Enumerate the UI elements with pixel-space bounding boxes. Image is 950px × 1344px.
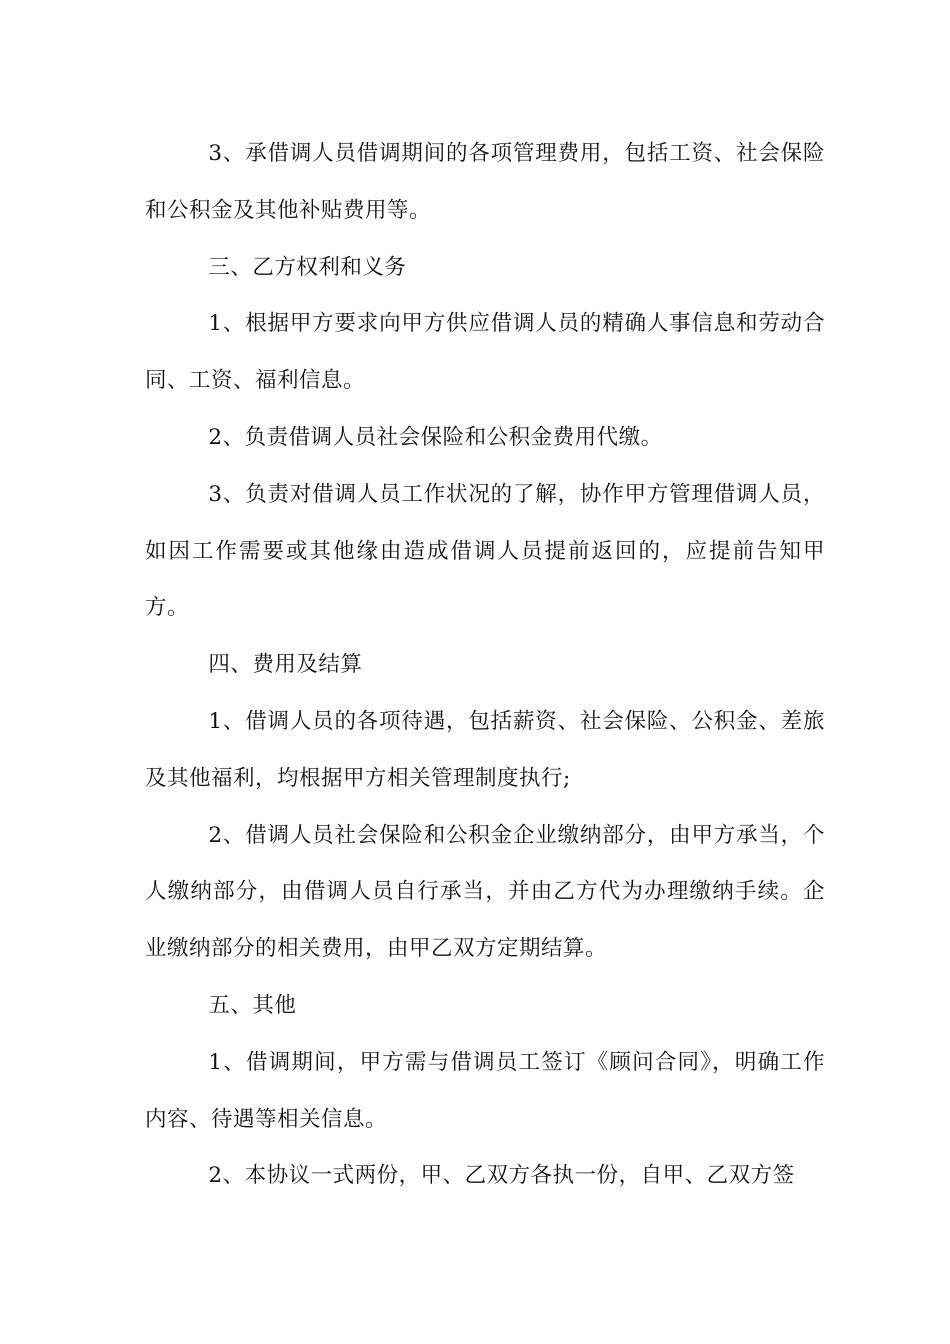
paragraph-other-2: 2、本协议一式两份，甲、乙双方各执一份，自甲、乙双方签: [208, 1163, 795, 1189]
paragraph-fees-2: 2、借调人员社会保险和公积金企业缴纳部分，由甲方承当，个人缴纳部分，由借调人员自行承当，并由乙方代为办理缴纳手续。企业缴纳部分的相关费用，由甲乙双方定期结算。: [145, 822, 825, 962]
paragraph-b-3: 3、负责对借调人员工作状况的了解，协作甲方管理借调人员，如因工作需要或其他缘由造成借调人员提前返回的，应提前告知甲方。: [145, 481, 825, 621]
paragraph-fees-1: 1、借调人员的各项待遇，包括薪资、社会保险、公积金、差旅及其他福利，均根据甲方相关管理制度执行;: [145, 708, 825, 791]
paragraph-b-2: 2、负责借调人员社会保险和公积金费用代缴。: [208, 424, 663, 450]
document-body: [145, 126, 825, 1205]
paragraph-cost-items: 3、承借调人员借调期间的各项管理费用，包括工资、社会保险和公积金及其他补贴费用等。: [145, 141, 825, 223]
heading-fees-settlement: 四、费用及结算: [208, 652, 363, 678]
heading-party-b-rights: 三、乙方权利和义务: [208, 254, 407, 280]
paragraph-other-1: 1、借调期间，甲方需与借调员工签订《顾问合同》，明确工作内容、待遇等相关信息。: [145, 1049, 825, 1132]
heading-other: 五、其他: [208, 992, 297, 1018]
paragraph-b-1: 1、根据甲方要求向甲方供应借调人员的精确人事信息和劳动合同、工资、福利信息。: [145, 311, 825, 394]
